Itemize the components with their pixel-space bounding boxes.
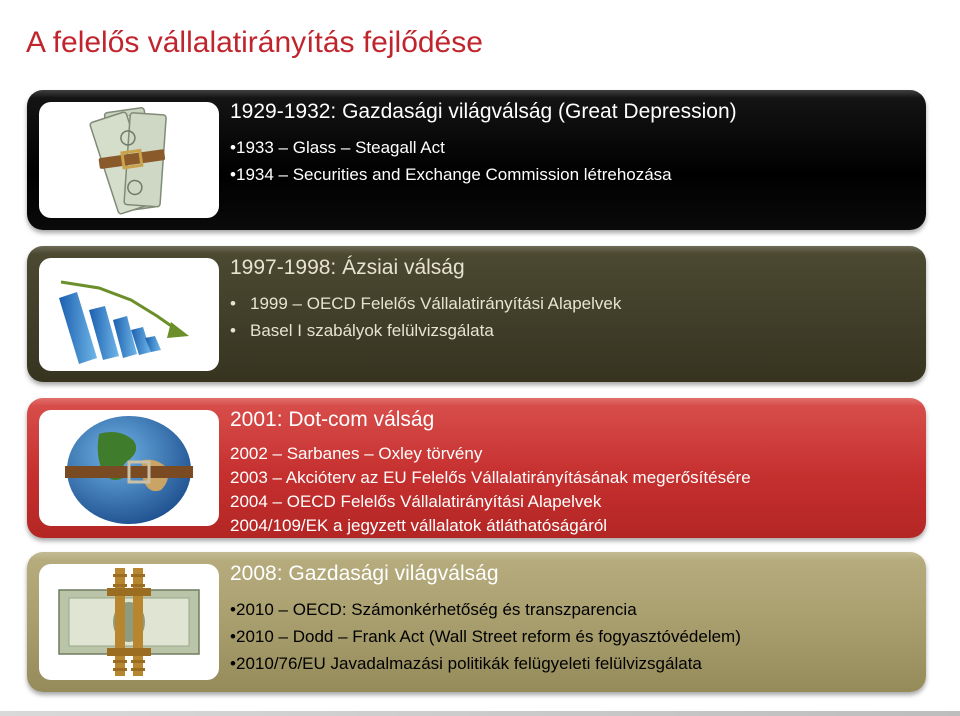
list-item: 2004/109/EK a jegyzett vállalatok átláthatóságáról (230, 516, 608, 535)
list-item: • 1934 – Securities and Exchange Commission létrehozása (230, 161, 912, 188)
panel-heading: 1997-1998: Ázsiai válság (230, 256, 465, 279)
list-item: 2002 – Sarbanes – Oxley törvény (230, 444, 483, 463)
panel-content (230, 254, 912, 344)
event-list (230, 290, 912, 344)
panel-heading: 2008: Gazdasági világválság (230, 562, 499, 585)
list-item: • 2010/76/EU Javadalmazási politikák felügyeleti felülvizsgálata (230, 650, 912, 677)
panel-heading: 1929-1932: Gazdasági világválság (Great Depression) (230, 100, 737, 123)
panel-heading: 2001: Dot-com válság (230, 408, 435, 431)
event-list (230, 596, 912, 677)
money-belt-icon (39, 102, 219, 218)
timeline-panel-financial-crisis-2008 (27, 552, 926, 692)
panel-content (230, 560, 912, 677)
timeline-panel-great-depression (27, 90, 926, 230)
slide-footer-divider (0, 711, 960, 716)
timeline-panel-dotcom-crisis (27, 398, 926, 538)
event-list (230, 442, 912, 538)
panel-content (230, 406, 912, 538)
list-item: • Basel I szabályok felülvizsgálata (230, 317, 912, 344)
panel-content (230, 98, 912, 188)
event-list (230, 134, 912, 188)
belted-globe-icon (39, 410, 219, 526)
list-item: • 1933 – Glass – Steagall Act (230, 134, 912, 161)
list-item: • 2010 – OECD: Számonkérhetőség és transzparencia (230, 596, 912, 623)
slide-title: A felelős vállalatirányítás fejlődése (26, 26, 483, 59)
list-item: 2004 – OECD Felelős Vállalatirányítási Alapelvek (230, 492, 602, 511)
timeline-panel-asian-crisis (27, 246, 926, 382)
declining-bar-chart-icon (39, 258, 219, 371)
list-item: • 1999 – OECD Felelős Vállalatirányítási Alapelvek (230, 290, 912, 317)
list-item: • 2010 – Dodd – Frank Act (Wall Street reform és fogyasztóvédelem) (230, 623, 912, 650)
list-item: 2003 – Akcióterv az EU Felelős Vállalatirányításának megerősítésére (230, 468, 751, 487)
clamped-banknote-icon (39, 564, 219, 680)
